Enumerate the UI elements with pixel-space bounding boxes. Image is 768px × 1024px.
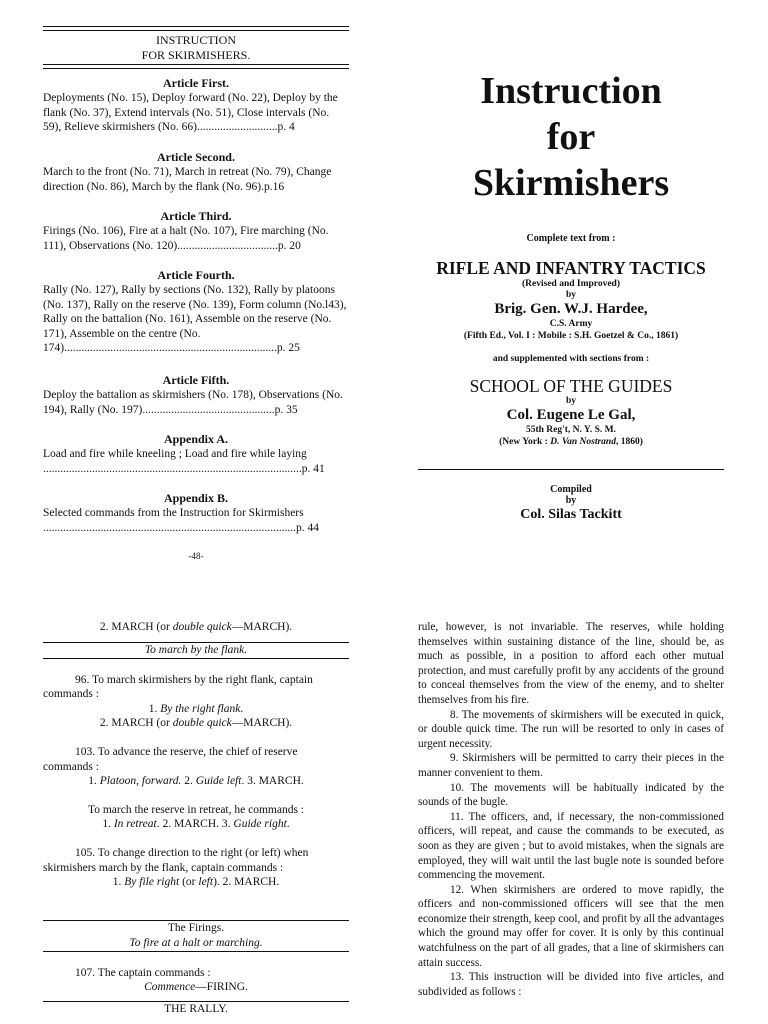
edition1: (Fifth Ed., Vol. I : Mobile : S.H. Goetzel & Co., 1861) <box>463 331 679 341</box>
compiled-label: Compiled <box>550 484 592 495</box>
author1-name: Brig. Gen. W.J. Hardee, <box>494 301 648 317</box>
book1-subtitle: (Revised and Improved) <box>522 279 620 289</box>
toc-article-3 <box>43 209 349 253</box>
by-label: by <box>565 290 577 300</box>
by-label: by <box>565 396 577 406</box>
toc-article-body: Deployments (No. 15), Deploy forward (No. 22), Deploy by the flank (No. 37), Extend intervals (No. 51), Close intervals (No. 59), Relieve skirmishers (No. 66)............................p. 4 <box>43 92 338 133</box>
toc-article-heading: Article Fifth. <box>162 373 230 387</box>
toc-top-rule <box>43 26 349 31</box>
flank-commands-section <box>43 620 349 1017</box>
author2-name: Col. Eugene Le Gal, <box>506 407 636 423</box>
toc-article-4 <box>43 268 349 356</box>
toc-article-2 <box>43 150 349 194</box>
cover-title-line2: for <box>546 116 596 158</box>
toc-article-heading: Article Fourth. <box>157 268 235 282</box>
paragraph-107: 107. The captain commands : <box>75 966 211 979</box>
paragraph-9: 9. Skirmishers will be permitted to carry their pieces in the manner convenient to them. <box>418 752 724 779</box>
toc-article-body: Firings (No. 106), Fire at a halt (No. 107), Fire marching (No. 111), Observations (No. 120)...................................p. 20 <box>43 225 329 252</box>
author2-unit: 55th Reg't, N. Y. S. M. <box>525 425 617 435</box>
command-96-1: 1. By the right flank. <box>148 702 244 715</box>
flank-heading: To march by the flank. <box>144 643 248 656</box>
paragraph-105: 105. To change direction to the right (or left) when skirmishers march by the flank, captain commands : <box>43 846 309 874</box>
complete-text-label: Complete text from : <box>526 233 616 244</box>
toc-appendix-b <box>43 491 349 535</box>
paragraph-12: 12. When skirmishers are ordered to move rapidly, the officers and non-commissioned officers will see that the men economize their strength, keep cool, and profit by all the advantages which the ground may offer for cover. It is only by this continual watchfulness on the part of all grades, that a line of skirmishers can attain success. <box>418 883 724 969</box>
toc-article-heading: Appendix A. <box>163 432 229 446</box>
edition2 <box>418 436 724 448</box>
section-rule <box>43 658 349 659</box>
author1-unit: C.S. Army <box>549 319 593 329</box>
command-105: 1. By file right (or left). 2. MARCH. <box>112 876 280 889</box>
toc-article-heading: Appendix B. <box>163 491 229 505</box>
toc-article-body: Deploy the battalion as skirmishers (No. 178), Observations (No. 194), Rally (No. 197)..............................................p. 35 <box>43 389 343 416</box>
toc-appendix-a <box>43 432 349 476</box>
toc-section <box>43 26 349 69</box>
cover-title-line1: Instruction <box>480 70 662 112</box>
retreat-text: To march the reserve in retreat, he commands : <box>87 803 304 816</box>
toc-article-heading: Article First. <box>163 76 229 90</box>
paragraph-96: 96. To march skirmishers by the right flank, captain commands : <box>43 673 313 701</box>
paragraph-intro: rule, however, is not invariable. The reserves, while holding themselves within sustaining distance of the line, should be, as much as possible, in a position to afford each other mutual protection, and must carefully profit by any accidents of the ground to conceal themselves from the view of the enemy, and to shelter themselves from his fire. <box>418 621 724 706</box>
toc-article-body: Load and fire while kneeling ; Load and fire while laying ..........................................................................................p. 41 <box>43 448 325 475</box>
cover-section <box>418 68 724 523</box>
toc-header-line1: INSTRUCTION <box>156 33 236 47</box>
body-text-section <box>418 620 724 999</box>
compiler-name: Col. Silas Tackitt <box>520 507 622 522</box>
paragraph-10: 10. The movements will be habitually indicated by the sounds of the bugle. <box>418 781 724 809</box>
command-96-2: 2. MARCH (or double quick—MARCH). <box>99 717 293 730</box>
book1-title: RIFLE AND INFANTRY TACTICS <box>436 258 706 278</box>
toc-article-heading: Article Second. <box>157 150 235 164</box>
paragraph-8: 8. The movements of skirmishers will be executed in quick, or double quick time. The run will be resorted to only in cases of urgent necessity. <box>418 708 724 750</box>
paragraph-103: 103. To advance the reserve, the chief of reserve commands : <box>43 745 298 773</box>
march-command: 2. MARCH (or double quick—MARCH). <box>99 621 293 633</box>
by-label: by <box>565 495 577 506</box>
supplemented-label: and supplemented with sections from : <box>492 354 650 364</box>
command-107: Commence—FIRING. <box>144 981 248 994</box>
toc-article-1 <box>43 76 349 135</box>
cover-title-line3: Skirmishers <box>472 162 670 204</box>
toc-article-5 <box>43 373 349 417</box>
command-retreat: 1. In retreat. 2. MARCH. 3. Guide right. <box>102 818 290 831</box>
edition2-publisher: D. Van Nostrand <box>550 437 616 447</box>
paragraph-13: 13. This instruction will be divided into five articles, and subdivided as follows : <box>418 971 724 998</box>
page-number: -48- <box>188 551 204 561</box>
toc-bottom-rule <box>43 64 349 69</box>
toc-article-body: Selected commands from the Instruction for Skirmishers ........................................................................................p. 44 <box>43 507 319 534</box>
command-103: 1. Platoon, forward. 2. Guide left. 3. MARCH. <box>88 775 304 788</box>
paragraph-11: 11. The officers, and, if necessary, the non-commissioned officers, will repeat, and cause the commands to be executed, as soon as they are given ; but to avoid mistakes, when the signals are employed, they will wait until the last bugle note is sounded before commencing the movement. <box>418 810 724 882</box>
firings-subheading: To fire at a halt or marching. <box>129 936 263 949</box>
cover-divider <box>418 469 724 470</box>
edition2-pre: (New York : <box>499 437 551 447</box>
section-rule <box>43 951 349 952</box>
toc-header-line2: FOR SKIRMISHERS. <box>141 47 251 62</box>
book2-title: SCHOOL OF THE GUIDES <box>469 376 673 396</box>
toc-article-heading: Article Third. <box>160 209 232 223</box>
toc-article-body: March to the front (No. 71), March in retreat (No. 79), Change direction (No. 86), March by the flank (No. 96).p.16 <box>43 166 332 193</box>
rally-heading: THE RALLY. <box>164 1002 228 1015</box>
toc-article-body: Rally (No. 127), Rally by sections (No. 132), Rally by platoons (No. 137), Rally on the reserve (No. 139), Form column (No.l43), Rally on the battalion (No. 161), Assemble on the reserve (No. 171), Assemble on the centre (No. 174)..........................................................................p. 25 <box>43 284 347 354</box>
firings-heading: The Firings. <box>167 921 225 934</box>
edition2-post: , 1860) <box>615 437 643 447</box>
